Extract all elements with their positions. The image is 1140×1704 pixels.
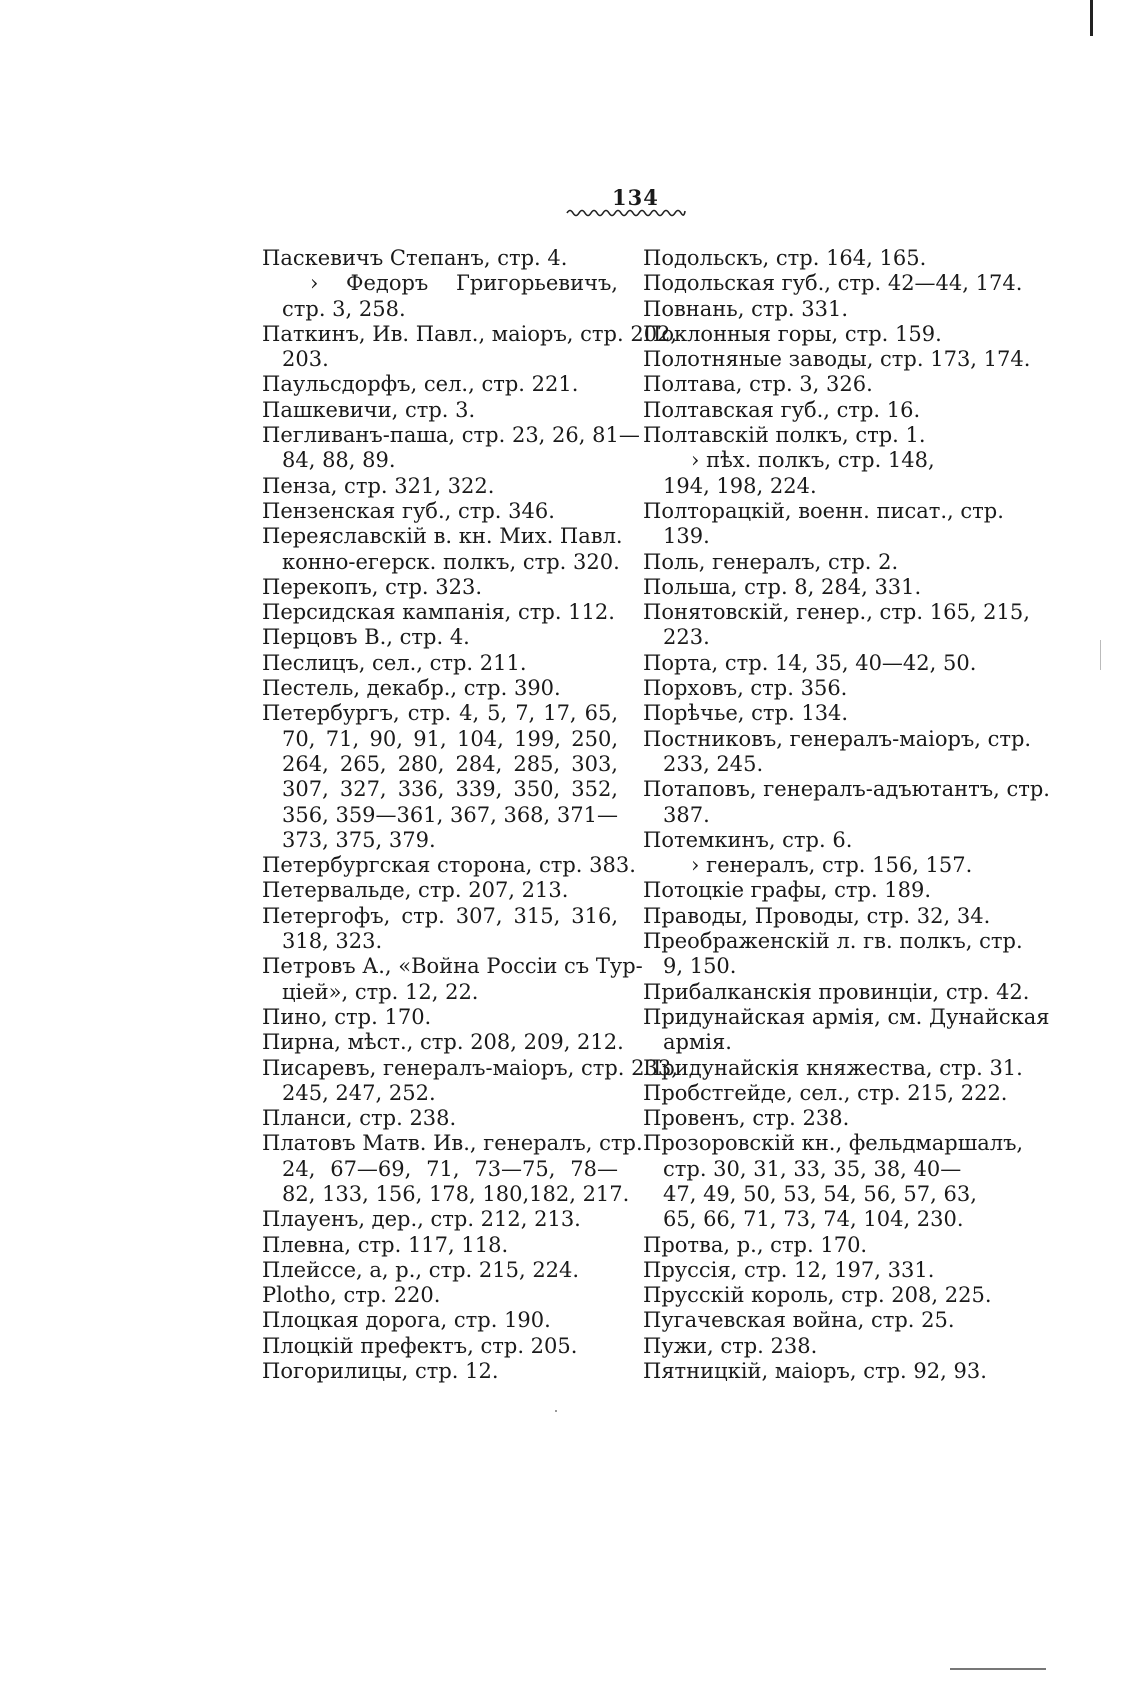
index-entry bbox=[643, 1004, 1050, 1056]
index-entry bbox=[643, 979, 1030, 1005]
index-entry-continuation: 70, 71, 90, 91, 104, 199, 250, bbox=[282, 726, 618, 751]
index-entry bbox=[262, 1283, 618, 1308]
index-entry-line: Плауенъ, дер., стр. 212, 213. bbox=[262, 1207, 581, 1232]
index-entry bbox=[262, 954, 643, 1005]
index-entry bbox=[262, 625, 618, 650]
index-entry-continuation: 223. bbox=[663, 625, 710, 650]
index-entry bbox=[262, 423, 640, 474]
index-entry-line: Понятовскій, генер., стр. 165, 215, bbox=[643, 600, 1030, 625]
index-entry bbox=[262, 1055, 678, 1107]
index-entry bbox=[643, 372, 1010, 397]
index-entry-continuation: 47, 49, 50, 53, 54, 56, 57, 63, bbox=[663, 1181, 977, 1206]
page-number: 134 bbox=[612, 185, 659, 210]
index-entry-line: Поклонныя горы, стр. 159. bbox=[643, 321, 942, 346]
index-entry-line: Полтавскій полкъ, стр. 1. bbox=[643, 423, 926, 448]
index-entry-line: Потаповъ, генералъ-адъютантъ, стр. bbox=[643, 777, 1050, 802]
index-entry-line: Польша, стр. 8, 284, 331. bbox=[643, 574, 922, 599]
index-entry-line: Плевна, стр. 117, 118. bbox=[262, 1232, 509, 1257]
index-entry bbox=[262, 701, 618, 853]
index-entry-line: Петербургъ, стр. 4, 5, 7, 17, 65, bbox=[262, 701, 618, 726]
index-entry bbox=[643, 550, 1010, 575]
index-entry bbox=[643, 676, 1010, 701]
scan-speck bbox=[555, 1410, 557, 1412]
index-entry bbox=[643, 878, 1010, 903]
index-entry bbox=[262, 499, 618, 524]
index-entry bbox=[643, 1081, 1010, 1106]
index-entry-continuation: 84, 88, 89. bbox=[282, 448, 396, 473]
index-entry-continuation: 356, 359—361, 367, 368, 371— bbox=[282, 802, 618, 827]
index-entry-line: Плоцкій префектъ, стр. 205. bbox=[262, 1333, 578, 1358]
index-entry bbox=[643, 777, 1050, 828]
index-entry-line: › пѣх. полкъ, стр. 148, bbox=[691, 448, 935, 473]
index-entry bbox=[643, 828, 1010, 853]
index-entry-continuation: стр. 30, 31, 33, 35, 38, 40— bbox=[663, 1156, 962, 1181]
index-entry-line: Паульсдорфъ, сел., стр. 221. bbox=[262, 372, 579, 397]
index-entry-line: Постниковъ, генералъ-маіоръ, стр. bbox=[643, 726, 1032, 751]
index-entry-continuation: 139. bbox=[663, 524, 710, 549]
index-entry-line: Пензенская губ., стр. 346. bbox=[262, 498, 555, 523]
index-entry-line: Пробстгейде, сел., стр. 215, 222. bbox=[643, 1080, 1008, 1105]
index-column-left bbox=[262, 246, 678, 1384]
index-entry-line: Праводы, Проводы, стр. 32, 34. bbox=[643, 903, 991, 928]
wavy-flourish-ornament bbox=[565, 205, 687, 219]
index-entry-continuation: 373, 375, 379. bbox=[282, 827, 436, 852]
index-entry-line: Придунайская армія, см. Дунайская bbox=[643, 1004, 1050, 1029]
index-entry bbox=[643, 1055, 1023, 1081]
index-entry bbox=[262, 853, 636, 878]
index-entry-continuation: конно-егерск. полкъ, стр. 320. bbox=[282, 549, 620, 574]
index-entry bbox=[643, 322, 1010, 347]
index-entry-line: Песлицъ, сел., стр. 211. bbox=[262, 650, 527, 675]
index-entry bbox=[643, 726, 1032, 778]
index-entry bbox=[262, 1308, 618, 1333]
index-entry-line: Пруссія, стр. 12, 197, 331. bbox=[643, 1257, 935, 1282]
index-entry-line: Пужи, стр. 238. bbox=[643, 1333, 818, 1358]
index-entry-line: Plotho, стр. 220. bbox=[262, 1283, 441, 1308]
index-entry-line: Петровъ А., «Война Россіи съ Тур- bbox=[262, 954, 643, 979]
index-entry bbox=[262, 321, 678, 373]
index-entry bbox=[262, 651, 618, 676]
index-entry bbox=[262, 1258, 618, 1283]
index-column-right bbox=[643, 246, 1050, 1384]
index-entry-continuation: 387. bbox=[663, 802, 710, 827]
index-entry-line: Перцовъ В., стр. 4. bbox=[262, 625, 470, 650]
index-entry bbox=[262, 524, 623, 575]
index-entry-line: Подольскъ, стр. 164, 165. bbox=[643, 246, 927, 270]
index-entry-line: Пятницкій, маіоръ, стр. 92, 93. bbox=[643, 1359, 987, 1384]
index-entry-line: Пегливанъ-паша, стр. 23, 26, 81— bbox=[262, 423, 640, 448]
index-entry-continuation: 65, 66, 71, 73, 74, 104, 230. bbox=[663, 1207, 964, 1232]
index-entry bbox=[262, 1207, 618, 1232]
index-entry-continuation: 233, 245. bbox=[663, 751, 764, 776]
index-entry-line: Потоцкіе графы, стр. 189. bbox=[643, 878, 932, 903]
index-entry bbox=[262, 575, 618, 600]
index-entry-line: Прусскій король, стр. 208, 225. bbox=[643, 1283, 992, 1308]
index-entry bbox=[262, 398, 618, 423]
index-entry-continuation: армія. bbox=[663, 1030, 732, 1055]
index-entry bbox=[643, 904, 1010, 929]
index-entry bbox=[262, 1131, 643, 1207]
index-entry-continuation: 82, 133, 156, 178, 180,182, 217. bbox=[282, 1181, 630, 1206]
index-entry-line: Полтава, стр. 3, 326. bbox=[643, 372, 873, 397]
index-entry-line: Пугачевская война, стр. 25. bbox=[643, 1308, 955, 1333]
index-entry-line: Потемкинъ, стр. 6. bbox=[643, 827, 853, 852]
scan-edge-line bbox=[1090, 0, 1093, 36]
index-entry-line: Погорилицы, стр. 12. bbox=[262, 1359, 499, 1384]
index-entry-line: Петербургская сторона, стр. 383. bbox=[262, 853, 636, 878]
index-entry-line: Писаревъ, генералъ-маіоръ, стр. 233, bbox=[262, 1055, 678, 1080]
index-entry-continuation: стр. 3, 258. bbox=[282, 296, 406, 321]
index-entry bbox=[643, 246, 1010, 271]
index-entry-line: Порѣчье, стр. 134. bbox=[643, 701, 849, 726]
index-entry bbox=[643, 499, 1010, 550]
index-entry bbox=[262, 1359, 618, 1384]
index-entry-line: Пестель, декабр., стр. 390. bbox=[262, 676, 561, 701]
index-entry-line: Полтавская губ., стр. 16. bbox=[643, 397, 921, 422]
index-entry bbox=[643, 1359, 1010, 1384]
index-entry-line: Персидская кампанія, стр. 112. bbox=[262, 600, 615, 625]
index-entry-line: Паткинъ, Ив. Павл., маіоръ, стр. 202, bbox=[262, 321, 678, 346]
index-entry bbox=[643, 1106, 1010, 1131]
index-entry bbox=[643, 448, 1010, 499]
index-entry bbox=[643, 423, 1010, 448]
index-entry-continuation: 24, 67—69, 71, 73—75, 78— bbox=[282, 1156, 618, 1181]
scan-edge-mark bbox=[950, 1668, 1046, 1670]
index-entry-line: Поль, генералъ, стр. 2. bbox=[643, 549, 899, 574]
index-entry-line: Платовъ Матв. Ив., генералъ, стр. bbox=[262, 1131, 643, 1156]
index-entry bbox=[643, 1233, 1010, 1258]
index-entry-continuation: 318, 323. bbox=[282, 929, 383, 954]
index-entry bbox=[643, 1131, 1024, 1232]
index-entry-line: Петервальде, стр. 207, 213. bbox=[262, 878, 569, 903]
index-entry-line: Пино, стр. 170. bbox=[262, 1004, 432, 1029]
index-entry bbox=[643, 701, 1010, 726]
index-entry bbox=[262, 1334, 618, 1359]
index-entry-continuation: 307, 327, 336, 339, 350, 352, bbox=[282, 777, 618, 802]
index-entry bbox=[262, 1233, 618, 1258]
index-entry-continuation: 9, 150. bbox=[663, 954, 737, 979]
index-entry-line: Прибалканскія провинціи, стр. 42. bbox=[643, 979, 1030, 1004]
index-entry bbox=[262, 372, 618, 397]
index-entry-line: Пенза, стр. 321, 322. bbox=[262, 473, 495, 498]
index-entry-line: Переяславскій в. кн. Мих. Павл. bbox=[262, 524, 623, 549]
index-entry bbox=[643, 575, 1010, 600]
index-entry-continuation: 245, 247, 252. bbox=[282, 1080, 436, 1105]
index-entry-line: Плейссе, а, р., стр. 215, 224. bbox=[262, 1257, 580, 1282]
index-entry bbox=[643, 1334, 1010, 1359]
index-entry-line: Пирна, мѣст., стр. 208, 209, 212. bbox=[262, 1030, 624, 1055]
index-entry-continuation: 264, 265, 280, 284, 285, 303, bbox=[282, 751, 618, 776]
index-entry bbox=[262, 246, 618, 271]
index-entry bbox=[643, 1308, 1010, 1333]
index-entry bbox=[262, 600, 618, 625]
index-entry-line: Полторацкій, военн. писат., стр. bbox=[643, 498, 1004, 523]
index-entry-line: › Федоръ Григорьевичъ, bbox=[310, 271, 618, 296]
index-entry-line: Полотняные заводы, стр. 173, 174. bbox=[643, 347, 1031, 372]
index-entry bbox=[262, 1030, 624, 1055]
index-entry-line: Преображенскій л. гв. полкъ, стр. bbox=[643, 929, 1023, 954]
index-entry-line: Прозоровскій кн., фельдмаршалъ, bbox=[643, 1131, 1024, 1156]
index-entry bbox=[262, 1106, 618, 1131]
index-entry-line: Протва, р., стр. 170. bbox=[643, 1232, 868, 1257]
index-entry-line: Повнань, стр. 331. bbox=[643, 296, 849, 321]
index-entry bbox=[643, 651, 1010, 676]
index-entry-line: Паскевичъ Степанъ, стр. 4. bbox=[262, 246, 568, 270]
index-entry-line: Порховъ, стр. 356. bbox=[643, 676, 848, 701]
index-entry-line: Пашкевичи, стр. 3. bbox=[262, 397, 476, 422]
index-entry-continuation: 203. bbox=[282, 347, 329, 372]
index-entry bbox=[643, 347, 1031, 372]
index-entry-continuation: 194, 198, 224. bbox=[663, 473, 817, 498]
index-entry bbox=[643, 1283, 1010, 1308]
index-entry bbox=[643, 271, 1023, 296]
scan-speck bbox=[1100, 640, 1101, 670]
index-entry bbox=[643, 297, 1010, 322]
index-entry-line: Перекопъ, стр. 323. bbox=[262, 574, 483, 599]
index-entry bbox=[262, 271, 618, 322]
index-entry bbox=[262, 474, 618, 499]
index-entry bbox=[643, 398, 1010, 423]
index-entry bbox=[643, 600, 1030, 651]
index-entry-line: Подольская губ., стр. 42—44, 174. bbox=[643, 271, 1023, 296]
index-entry bbox=[643, 929, 1023, 980]
index-entry-line: Планси, стр. 238. bbox=[262, 1106, 457, 1131]
index-entry bbox=[262, 904, 618, 955]
index-entry-line: Петергофъ, стр. 307, 315, 316, bbox=[262, 903, 618, 928]
index-entry bbox=[643, 1258, 1010, 1283]
index-entry bbox=[643, 853, 1010, 878]
index-entry bbox=[262, 676, 618, 701]
index-entry-line: Придунайскія княжества, стр. 31. bbox=[643, 1055, 1023, 1080]
index-entry-line: Провенъ, стр. 238. bbox=[643, 1106, 850, 1131]
index-entry-line: Плоцкая дорога, стр. 190. bbox=[262, 1308, 551, 1333]
index-entry-line: Порта, стр. 14, 35, 40—42, 50. bbox=[643, 650, 977, 675]
index-entry-line: › генералъ, стр. 156, 157. bbox=[691, 853, 973, 878]
index-entry bbox=[262, 1005, 618, 1030]
index-entry-continuation: ціей», стр. 12, 22. bbox=[282, 979, 479, 1004]
index-entry bbox=[262, 878, 618, 903]
